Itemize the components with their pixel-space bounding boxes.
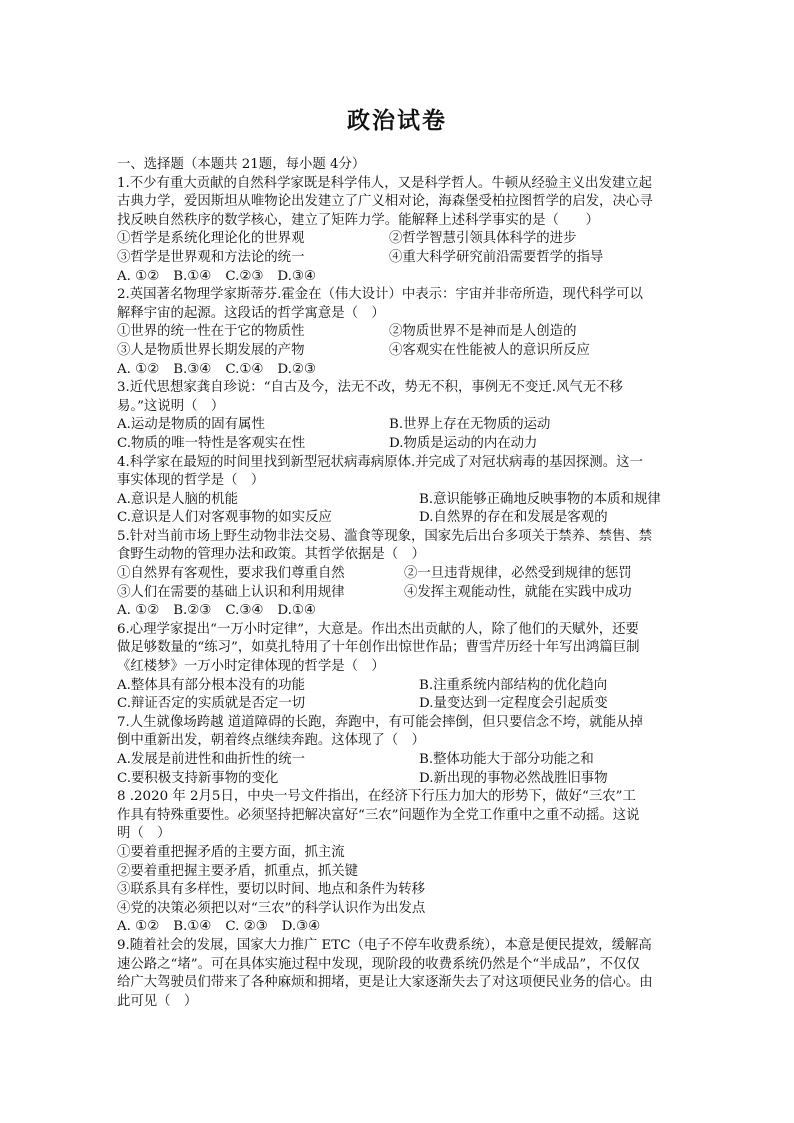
answer-option: B.注重系统内部结构的优化趋向	[419, 677, 608, 693]
question-stem-line: 古典力学，爱因斯坦从唯物论出发建立了广义相对论，海森堡受柏拉图哲学的启发，决心寻	[117, 194, 653, 210]
statement-row	[117, 249, 677, 268]
choice-row	[117, 361, 677, 380]
statement-item: ①自然界有客观性，要求我们尊重自然	[117, 566, 345, 582]
answer-choice: C.③④	[225, 603, 264, 619]
answer-option: C.辩证否定的实质就是否定一切	[117, 696, 306, 712]
statement-item: ①要着重把握矛盾的主要方面，抓主流	[117, 844, 345, 860]
question-stem-line: 解释宇宙的起源。这段话的哲学寓意是（ ）	[117, 305, 385, 321]
statement-item: ④客观实在性能被人的意识所反应	[389, 342, 590, 358]
question-list	[117, 175, 677, 1012]
statement-row	[117, 565, 677, 584]
choice-row	[117, 602, 677, 621]
question-stem-line: 给广大驾驶员们带来了各种麻烦和拥堵，更是让大家逐渐失去了对这项便民业务的信心。由	[117, 975, 653, 991]
statement-row	[117, 230, 677, 249]
option-row	[117, 435, 677, 454]
answer-option: C.物质的唯一特性是客观实在性	[117, 435, 306, 451]
answer-choice: D.②③	[277, 361, 316, 377]
choice-row	[117, 918, 677, 937]
statement-item: ③人是物质世界长期发展的产物	[117, 342, 305, 358]
statement-item: ④发挥主观能动性，就能在实践中成功	[404, 584, 632, 600]
answer-option: B.世界上存在无物质的运动	[389, 417, 551, 433]
answer-option: A.发展是前进性和曲折性的统一	[117, 752, 306, 767]
answer-choice: D.③④	[281, 919, 321, 935]
question-stem-line: 食野生动物的管理办法和政策。其哲学依据是（ ）	[117, 547, 425, 563]
answer-choice: B.①④	[173, 919, 212, 935]
question-stem-line: 倒中重新出发，朝着终点继续奔跑。这体现了（ ）	[117, 733, 425, 749]
question-2	[117, 286, 677, 379]
answer-choice: A. ①②	[117, 268, 160, 284]
choice-row	[117, 268, 677, 287]
answer-option: C.意识是人们对客观事物的如实反应	[117, 510, 332, 526]
question-5	[117, 528, 677, 621]
answer-option: A.意识是人脑的机能	[117, 491, 239, 507]
answer-option: C.要积极支持新事物的变化	[117, 770, 279, 786]
answer-option: D.新出现的事物必然战胜旧事物	[419, 770, 608, 786]
exam-content	[117, 156, 677, 1011]
statement-item: ④党的决策必须把以对“三农”的科学认识作为出发点	[117, 900, 426, 916]
statement-item: ②一旦违背规律，必然受到规律的惩罚	[404, 566, 632, 582]
question-4	[117, 454, 677, 528]
answer-choice: C.①④	[225, 361, 264, 377]
question-stem-line: 9.随着社会的发展，国家大力推广 ETC（电子不停车收费系统），本意是便民提效，缓解高	[117, 937, 652, 953]
statement-item: ②要着重把握主要矛盾，抓重点，抓关键	[117, 863, 359, 879]
answer-option: A.运动是物质的固有属性	[117, 417, 265, 433]
statement-row	[117, 342, 677, 361]
answer-choice: A. ①②	[117, 361, 160, 377]
statement-item: ②哲学智慧引领具体科学的进步	[389, 231, 577, 247]
statement-item: ③联系具有多样性，要切以时间、地点和条件为转移	[117, 882, 425, 898]
question-stem-line: 《红楼梦》一万小时定律体现的哲学是（ ）	[117, 659, 385, 675]
statement-row	[117, 323, 677, 342]
answer-option: D.物质是运动的内在动力	[389, 435, 538, 451]
question-stem-line: 明（ ）	[117, 826, 171, 842]
question-8	[117, 788, 677, 937]
answer-option: D.量变达到一定程度会引起质变	[419, 696, 608, 712]
answer-option: D.自然界的存在和发展是客观的	[419, 510, 608, 526]
answer-choice: D.③④	[277, 268, 316, 284]
answer-choice: B.③④	[173, 361, 212, 377]
question-stem-line: 8 .2020 年 2月5日，中央一号文件指出，在经济下行压力加大的形势下，做好“三农”工	[117, 789, 636, 805]
statement-item: ③人们在需要的基础上认识和利用规律	[117, 584, 345, 600]
answer-option: B.整体功能大于部分功能之和	[419, 752, 594, 767]
option-row	[117, 751, 677, 770]
question-stem-line: 5.针对当前市场上野生动物非法交易、滥食等现象，国家先后出台多项关于禁养、禁售、禁	[117, 528, 653, 544]
statement-item: ①世界的统一性在于它的物质性	[117, 324, 305, 340]
question-9	[117, 937, 677, 1011]
statement-row	[117, 584, 677, 603]
answer-choice: D.①④	[277, 603, 316, 619]
answer-option: B.意识能够正确地反映事物的本质和规律	[419, 491, 661, 507]
option-row	[117, 695, 677, 714]
option-row	[117, 416, 677, 435]
question-stem-line: 6.心理学家提出“一万小时定律”，大意是。作出杰出贡献的人，除了他们的天赋外，还要	[117, 621, 639, 637]
option-row	[117, 770, 677, 789]
question-stem-line: 4.科学家在最短的时间里找到新型冠状病毒病原体.并完成了对冠状病毒的基因探测。这一	[117, 454, 643, 470]
option-row	[117, 677, 677, 696]
question-stem-line: 速公路之“堵”。可在具体实施过程中发现，现阶段的收费系统仍然是个“半成品”，不仅仅	[117, 956, 640, 972]
question-stem-line: 1.不少有重大贡献的自然科学家既是科学伟人，又是科学哲人。牛顿从经验主义出发建立起	[117, 175, 653, 191]
statement-item: ①哲学是系统化理论化的世界观	[117, 231, 305, 247]
answer-choice: A. ①②	[117, 919, 160, 935]
answer-choice: B.②③	[173, 603, 212, 619]
question-stem-line: 7.人生就像场跨越 道道障碍的长跑，奔跑中，有可能会摔倒，但只要信念不垮，就能从掉	[117, 714, 643, 730]
question-1	[117, 175, 677, 287]
answer-choice: C.②③	[225, 268, 264, 284]
question-stem-line: 事实体现的哲学是（ ）	[117, 473, 265, 489]
option-row	[117, 491, 677, 510]
answer-choice: C. ②③	[225, 919, 268, 935]
question-stem-line: 做足够数量的“练习”，如莫扎特用了十年创作出惊世作品；曹雪芹历经十年写出鸿篇巨制	[117, 640, 640, 656]
answer-choice: B.①④	[173, 268, 212, 284]
answer-option: A.整体具有部分根本没有的功能	[117, 677, 306, 693]
statement-item: ③哲学是世界观和方法论的统一	[117, 249, 305, 265]
section-heading: 一、选择题（本题共 21题，每小题 4分）	[117, 157, 366, 172]
question-stem-line: 作具有特殊重要性。必须坚持把解决富好“三农”问题作为全党工作重中之重不动摇。这说	[117, 807, 640, 823]
question-stem-line: 易。”这说明（ ）	[117, 398, 225, 414]
question-6	[117, 621, 677, 714]
answer-choice: A. ①②	[117, 603, 160, 619]
statement-item: ④重大科学研究前沿需要哲学的指导	[389, 249, 604, 265]
page-title: 政治试卷	[347, 107, 447, 134]
statement-item: ②物质世界不是神而是人创造的	[389, 324, 577, 340]
question-3	[117, 379, 677, 453]
option-row	[117, 509, 677, 528]
question-stem-line: 此可见（ ）	[117, 993, 198, 1009]
question-7	[117, 714, 677, 788]
question-stem-line: 3.近代思想家龚自珍说：“自古及今，法无不改，势无不积，事例无不变迁.风气无不移	[117, 380, 623, 396]
question-stem-line: 2.英国著名物理学家斯蒂芬.霍金在（伟大设计）中表示：宇宙并非帝所造，现代科学可以	[117, 287, 643, 303]
question-stem-line: 找反映自然秩序的数学核心，建立了矩阵力学。能解释上述科学事实的是（ ）	[117, 212, 600, 228]
